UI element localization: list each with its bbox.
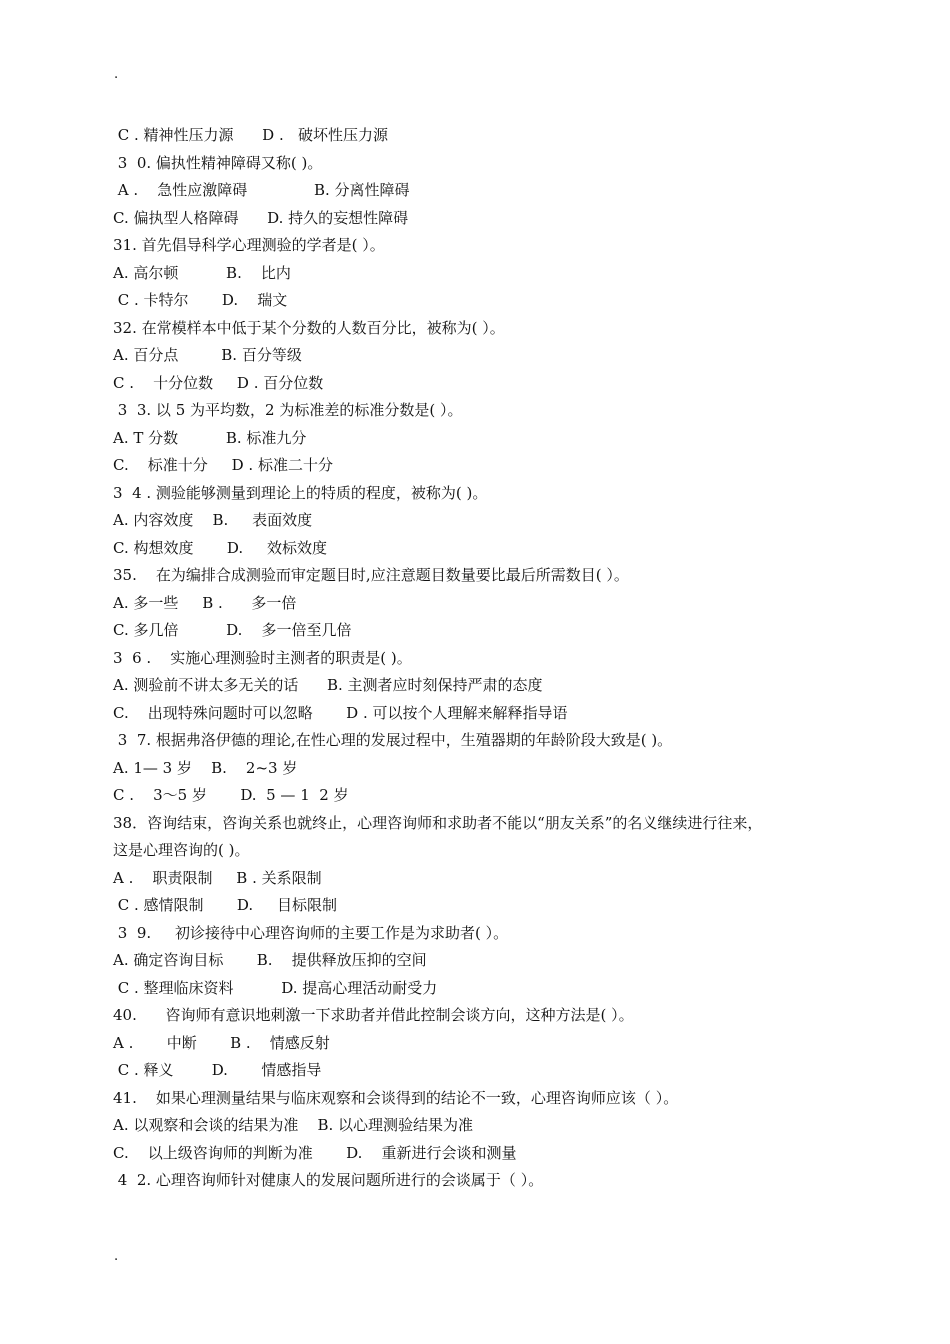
text-line: 3 0. 偏执性精神障碍又称( )。	[113, 153, 323, 172]
bottom-page-mark: .	[114, 1249, 119, 1264]
text-line: 3 9. 初诊接待中心理咨询师的主要工作是为求助者( ）。	[113, 923, 509, 942]
text-line: 38．咨询结束，咨询关系也就终止，心理咨询师和求助者不能以“朋友关系”的名义继续进行往来，	[113, 813, 763, 832]
text-line: A. 以观察和会谈的结果为准 B. 以心理测验结果为准	[113, 1116, 474, 1134]
text-line: A. 百分点 B. 百分等级	[113, 346, 302, 364]
text-line: 35. 在为编排合成测验而审定题目时,应注意题目数量要比最后所需数目( ）。	[113, 566, 629, 584]
text-line: C. 出现特殊问题时可以忽略 D . 可以按个人理解来解释指导语	[113, 703, 568, 722]
text-line: C . 精神性压力源 D . 破坏性压力源	[113, 126, 389, 144]
text-line: 3 6 . 实施心理测验时主测者的职责是( )。	[113, 648, 412, 667]
text-line: A. T 分数 B. 标准九分	[113, 428, 307, 447]
text-line: 3 4 . 测验能够测量到理论上的特质的程度，被称为( )。	[113, 483, 488, 502]
text-line: C. 标准十分 D . 标准二十分	[113, 456, 333, 474]
text-line: A . 职责限制 B . 关系限制	[113, 868, 322, 887]
text-line: 这是心理咨询的( )。	[113, 841, 250, 859]
text-line: C . 卡特尔 D. 瑞文	[113, 291, 288, 309]
text-line: 4 2. 心理咨询师针对健康人的发展问题所进行的会谈属于（ ）。	[113, 1171, 544, 1189]
text-line: 41. 如果心理测量结果与临床观察和会谈得到的结论不一致，心理咨询师应该（ ）。	[113, 1088, 679, 1107]
text-line: A . 急性应激障碍 B. 分离性障碍	[113, 181, 410, 199]
text-line: A. 高尔顿 B. 比内	[113, 263, 291, 282]
text-line: 40. 咨询师有意识地刺激一下求助者并借此控制会谈方向，这种方法是( ）。	[113, 1006, 634, 1024]
text-line: C . 3～5 岁 D. 5 — 1 2 岁	[113, 786, 349, 804]
text-line: 3 3. 以 5 为平均数，2 为标准差的标准分数是( ）。	[113, 401, 463, 419]
text-line: A. 多一些 B . 多一倍	[113, 593, 297, 612]
text-line: C. 以上级咨询师的判断为准 D. 重新进行会谈和测量	[113, 1143, 517, 1162]
question-list	[113, 122, 843, 1195]
text-line: 31. 首先倡导科学心理测验的学者是( ）。	[113, 236, 385, 254]
text-line: C . 十分位数 D . 百分位数	[113, 373, 324, 392]
text-line: 3 7. 根据弗洛伊德的理论,在性心理的发展过程中，生殖器期的年龄阶段大致是( )。	[113, 731, 673, 749]
text-line: C. 构想效度 D. 效标效度	[113, 538, 327, 557]
text-line: A. 1— 3 岁 B. 2~3 岁	[113, 758, 298, 777]
text-line: C. 多几倍 D. 多一倍至几倍	[113, 621, 352, 639]
text-line: A. 确定咨询目标 B. 提供释放压抑的空间	[113, 951, 427, 969]
text-line: A. 内容效度 B. 表面效度	[113, 511, 313, 529]
text-line: 32. 在常模样本中低于某个分数的人数百分比，被称为( ）。	[113, 318, 505, 337]
text-line: C . 感情限制 D. 目标限制	[113, 896, 338, 914]
text-line: A . 中断 B . 情感反射	[113, 1033, 330, 1052]
text-line: C. 偏执型人格障碍 D. 持久的妄想性障碍	[113, 208, 409, 227]
text-line: A. 测验前不讲太多无关的话 B. 主测者应时刻保持严肃的态度	[113, 676, 543, 694]
text-line: C . 释义 D. 情感指导	[113, 1061, 322, 1079]
top-page-mark: .	[114, 67, 119, 82]
text-line: C . 整理临床资料 D. 提高心理活动耐受力	[113, 978, 438, 997]
